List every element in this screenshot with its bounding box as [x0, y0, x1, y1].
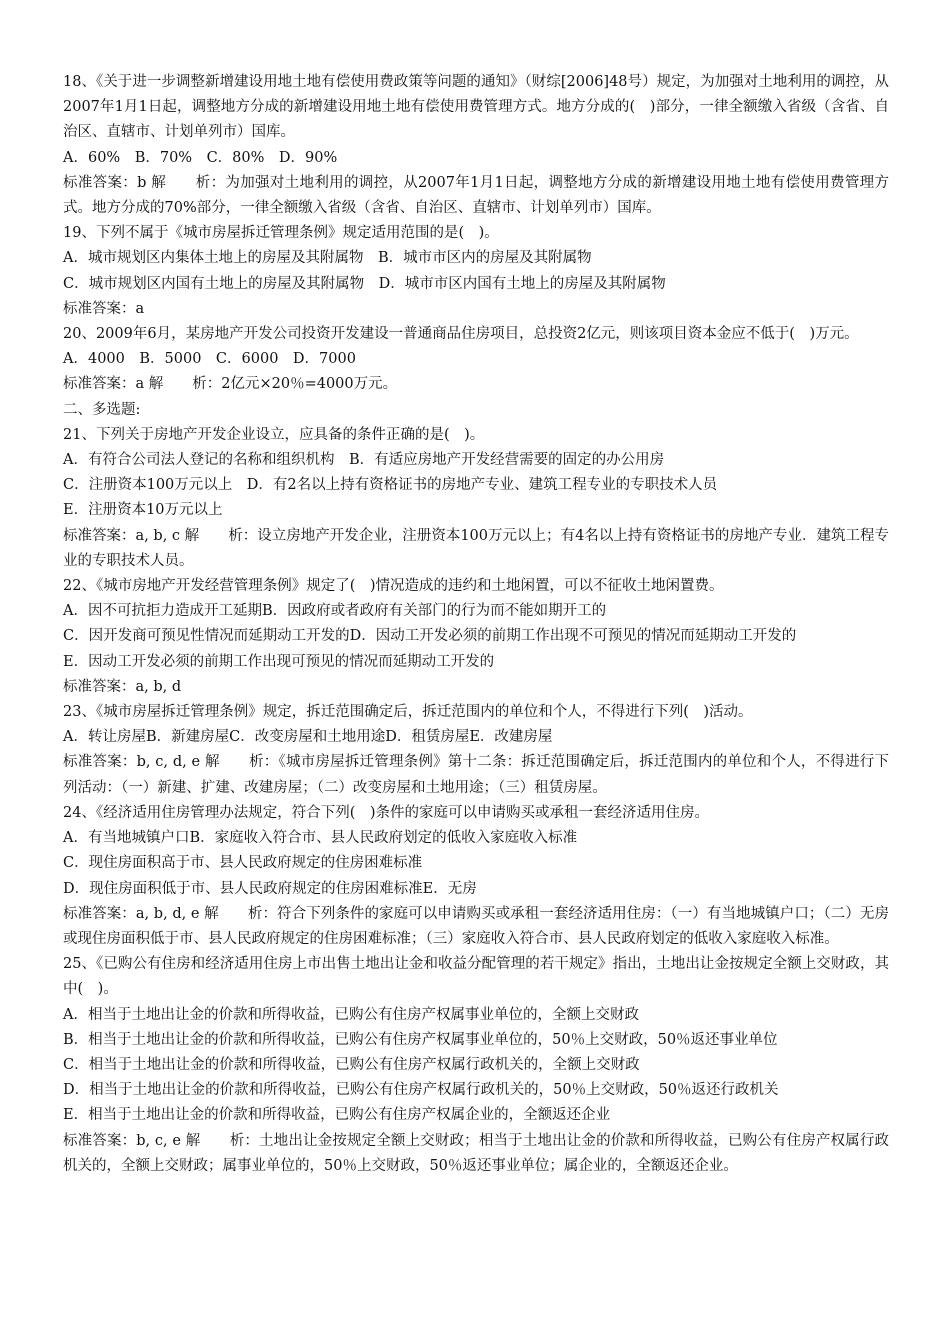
- q25-option-a: A．相当于土地出让金的价款和所得收益，已购公有住房产权属事业单位的，全额上交财政: [63, 1006, 639, 1023]
- q22-question: 22、《城市房地产开发经营管理条例》规定了( )情况造成的违约和土地闲置，可以不征收土地闲置费。: [63, 578, 724, 595]
- q20-answer: 标准答案：a 解 析：2亿元×20％=4000万元。: [63, 376, 398, 393]
- q23-answer: 标准答案：b, c, d, e 解 析：《城市房屋拆迁管理条例》第十二条：拆迁范围确定后，拆迁范围内的单位和个人，不得进行下列活动：（一）新建、扩建、改建房屋；（二）改变房屋和土地用途；（三）租赁房屋。: [63, 754, 889, 796]
- q21-answer: 标准答案：a, b, c 解 析：设立房地产开发企业，注册资本100万元以上；有4名以上持有资格证书的房地产专业．建筑工程专业的专职技术人员。: [63, 527, 889, 569]
- q25-question: 25、《已购公有住房和经济适用住房上市出售土地出让金和收益分配管理的若干规定》指出，土地出让金按规定全额上交财政，其中( )。: [63, 956, 889, 998]
- q24-options-ab: A．有当地城镇户口B．家庭收入符合市、县人民政府划定的低收入家庭收入标准: [63, 830, 578, 847]
- q25-option-d: D．相当于土地出让金的价款和所得收益，已购公有住房产权属行政机关的，50％上交财政，50％返还行政机关: [63, 1082, 779, 1099]
- q21-options-ab: A．有符合公司法人登记的名称和组织机构 B．有适应房地产开发经营需要的固定的办公用房: [63, 452, 665, 469]
- q21-question: 21、下列关于房地产开发企业设立，应具备的条件正确的是( )。: [63, 426, 485, 443]
- section-heading-multiple-choice: 二、多选题:: [63, 401, 141, 418]
- q21-option-e: E．注册资本10万元以上: [63, 502, 223, 519]
- document-body: [63, 70, 889, 1179]
- q25-option-c: C．相当于土地出让金的价款和所得收益，已购公有住房产权属行政机关的，全额上交财政: [63, 1056, 640, 1073]
- q22-options-cd: C．因开发商可预见性情况而延期动工开发的D．因动工开发必须的前期工作出现不可预见的情况而延期动工开发的: [63, 628, 797, 645]
- q24-option-c: C．现住房面积高于市、县人民政府规定的住房困难标准: [63, 855, 423, 872]
- q24-question: 24、《经济适用住房管理办法规定，符合下列( )条件的家庭可以申请购买或承租一套经济适用住房。: [63, 804, 710, 821]
- q22-option-e: E．因动工开发必须的前期工作出现可预见的情况而延期动工开发的: [63, 653, 495, 670]
- q25-option-e: E．相当于土地出让金的价款和所得收益，已购公有住房产权属企业的，全额返还企业: [63, 1107, 611, 1124]
- q19-answer: 标准答案：a: [63, 300, 145, 317]
- q18-answer: 标准答案：b 解 析：为加强对土地利用的调控，从2007年1月1日起，调整地方分成的新增建设用地土地有偿使用费管理方式。地方分成的70%部分，一律全额缴入省级（含省、自治区、直辖市、计划单列市）国库。: [63, 174, 889, 217]
- q19-options-ab: A．城市规划区内集体土地上的房屋及其附属物 B．城市市区内的房屋及其附属物: [63, 250, 592, 267]
- q24-answer: 标准答案：a, b, d, e 解 析：符合下列条件的家庭可以申请购买或承租一套经济适用住房：（一）有当地城镇户口；（二）无房或现住房面积低于市、县人民政府规定的住房困难标准；（三）家庭收入符合市、县人民政府划定的低收入家庭收入标准。: [63, 905, 889, 947]
- q22-answer: 标准答案：a, b, d: [63, 678, 182, 695]
- q23-question: 23、《城市房屋拆迁管理条例》规定，拆迁范围确定后，拆迁范围内的单位和个人，不得进行下列( )活动。: [63, 704, 753, 721]
- q21-options-cd: C．注册资本100万元以上 D．有2名以上持有资格证书的房地产专业、建筑工程专业的专职技术人员: [63, 477, 718, 494]
- q25-option-b: B．相当于土地出让金的价款和所得收益，已购公有住房产权属事业单位的，50％上交财政，50％返还事业单位: [63, 1031, 778, 1048]
- q18-options: A．60% B．70% C．80% D．90%: [63, 149, 338, 166]
- q19-options-cd: C．城市规划区内国有土地上的房屋及其附属物 D．城市市区内国有土地上的房屋及其附属物: [63, 275, 666, 292]
- q22-options-ab: A．因不可抗拒力造成开工延期B．因政府或者政府有关部门的行为而不能如期开工的: [63, 603, 607, 620]
- q18-question: 18、《关于进一步调整新增建设用地土地有偿使用费政策等问题的通知》（财综[2006]48号）规定，为加强对土地利用的调控，从2007年1月1日起，调整地方分成的新增建设用地土地有偿使用费管理方式。地方分成的( )部分，一律全额缴入省级（含省、自治区、直辖市、计划单列市）国库。: [63, 74, 889, 141]
- q25-answer: 标准答案：b, c, e 解 析：土地出让金按规定全额上交财政；相当于土地出让金的价款和所得收益，已购公有住房产权属行政机关的，全额上交财政；属事业单位的，50％上交财政，50％返还事业单位；属企业的，全额返还企业。: [63, 1132, 889, 1174]
- q19-question: 19、下列不属于《城市房屋拆迁管理条例》规定适用范围的是( )。: [63, 225, 499, 242]
- q24-options-de: D．现住房面积低于市、县人民政府规定的住房困难标准E．无房: [63, 880, 477, 897]
- q20-question: 20、2009年6月，某房地产开发公司投资开发建设一普通商品住房项目，总投资2亿元，则该项目资本金应不低于( )万元。: [63, 326, 859, 343]
- q20-options: A．4000 B．5000 C．6000 D．7000: [63, 351, 356, 368]
- q23-options: A．转让房屋B．新建房屋C．改变房屋和土地用途D．租赁房屋E．改建房屋: [63, 729, 553, 746]
